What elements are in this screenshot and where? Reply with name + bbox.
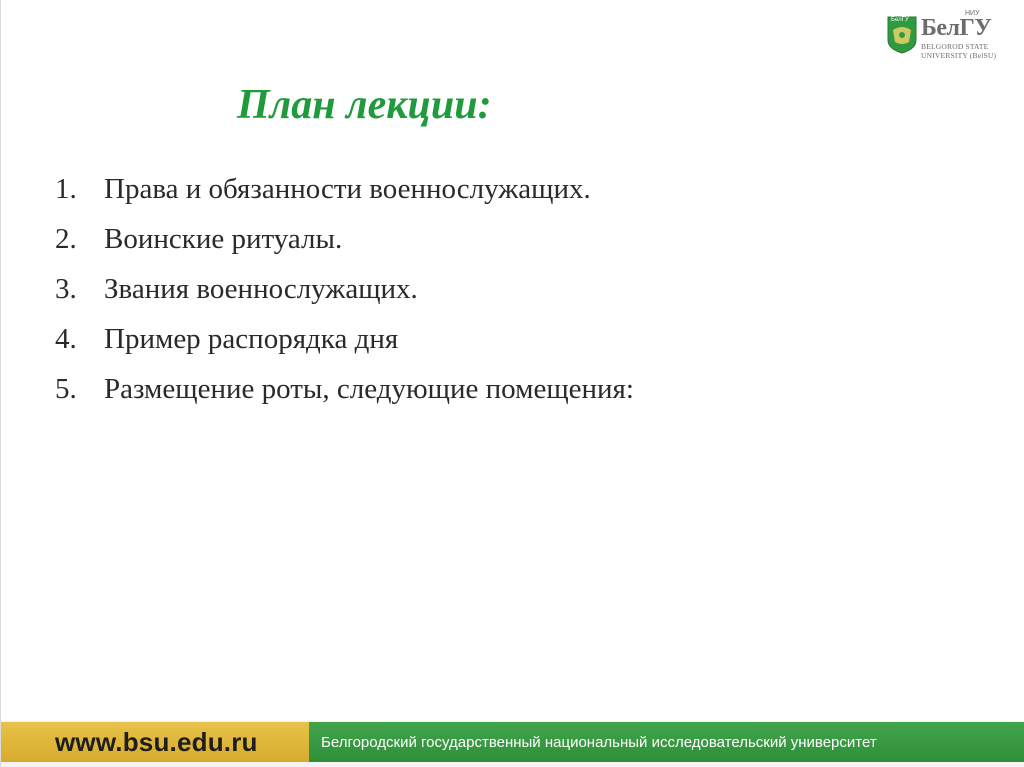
footer-url-box: [1, 722, 309, 762]
list-item: [55, 364, 634, 414]
list-item-number: 4.: [55, 322, 77, 355]
university-logo: [887, 12, 1007, 62]
logo-superscript: НИУ: [965, 10, 980, 17]
footer-bar: [1, 722, 1024, 762]
logo-title: БелГУ: [921, 15, 992, 41]
list-item: [55, 264, 634, 314]
list-item-text: Воинские ритуалы.: [104, 222, 343, 255]
emblem-label: БелГУ: [891, 17, 909, 23]
list-item-text: Пример распорядка дня: [104, 322, 399, 355]
list-item-number: 1.: [55, 172, 77, 205]
list-item-text: Права и обязанности военнослужащих.: [104, 172, 591, 205]
logo-subtitle-2: UNIVERSITY (BelSU): [921, 51, 997, 60]
website-link[interactable]: www.bsu.edu.ru: [55, 726, 258, 757]
list-item-text: Звания военнослужащих.: [104, 272, 418, 305]
slide-title: План лекции:: [237, 82, 492, 128]
lecture-plan-list: [55, 164, 634, 414]
logo-subtitle-1: BELGOROD STATE: [921, 42, 989, 51]
bottom-strip: [1, 762, 1024, 767]
list-item-number: 3.: [55, 272, 77, 305]
list-item-number: 2.: [55, 222, 77, 255]
list-item: [55, 314, 634, 364]
list-item-text: Размещение роты, следующие помещения:: [104, 372, 634, 405]
university-name: Белгородский государственный национальный исследовательский университет: [321, 733, 877, 751]
footer-university-box: [309, 722, 1024, 762]
list-item: [55, 214, 634, 264]
list-item: [55, 164, 634, 214]
list-item-number: 5.: [55, 372, 77, 405]
